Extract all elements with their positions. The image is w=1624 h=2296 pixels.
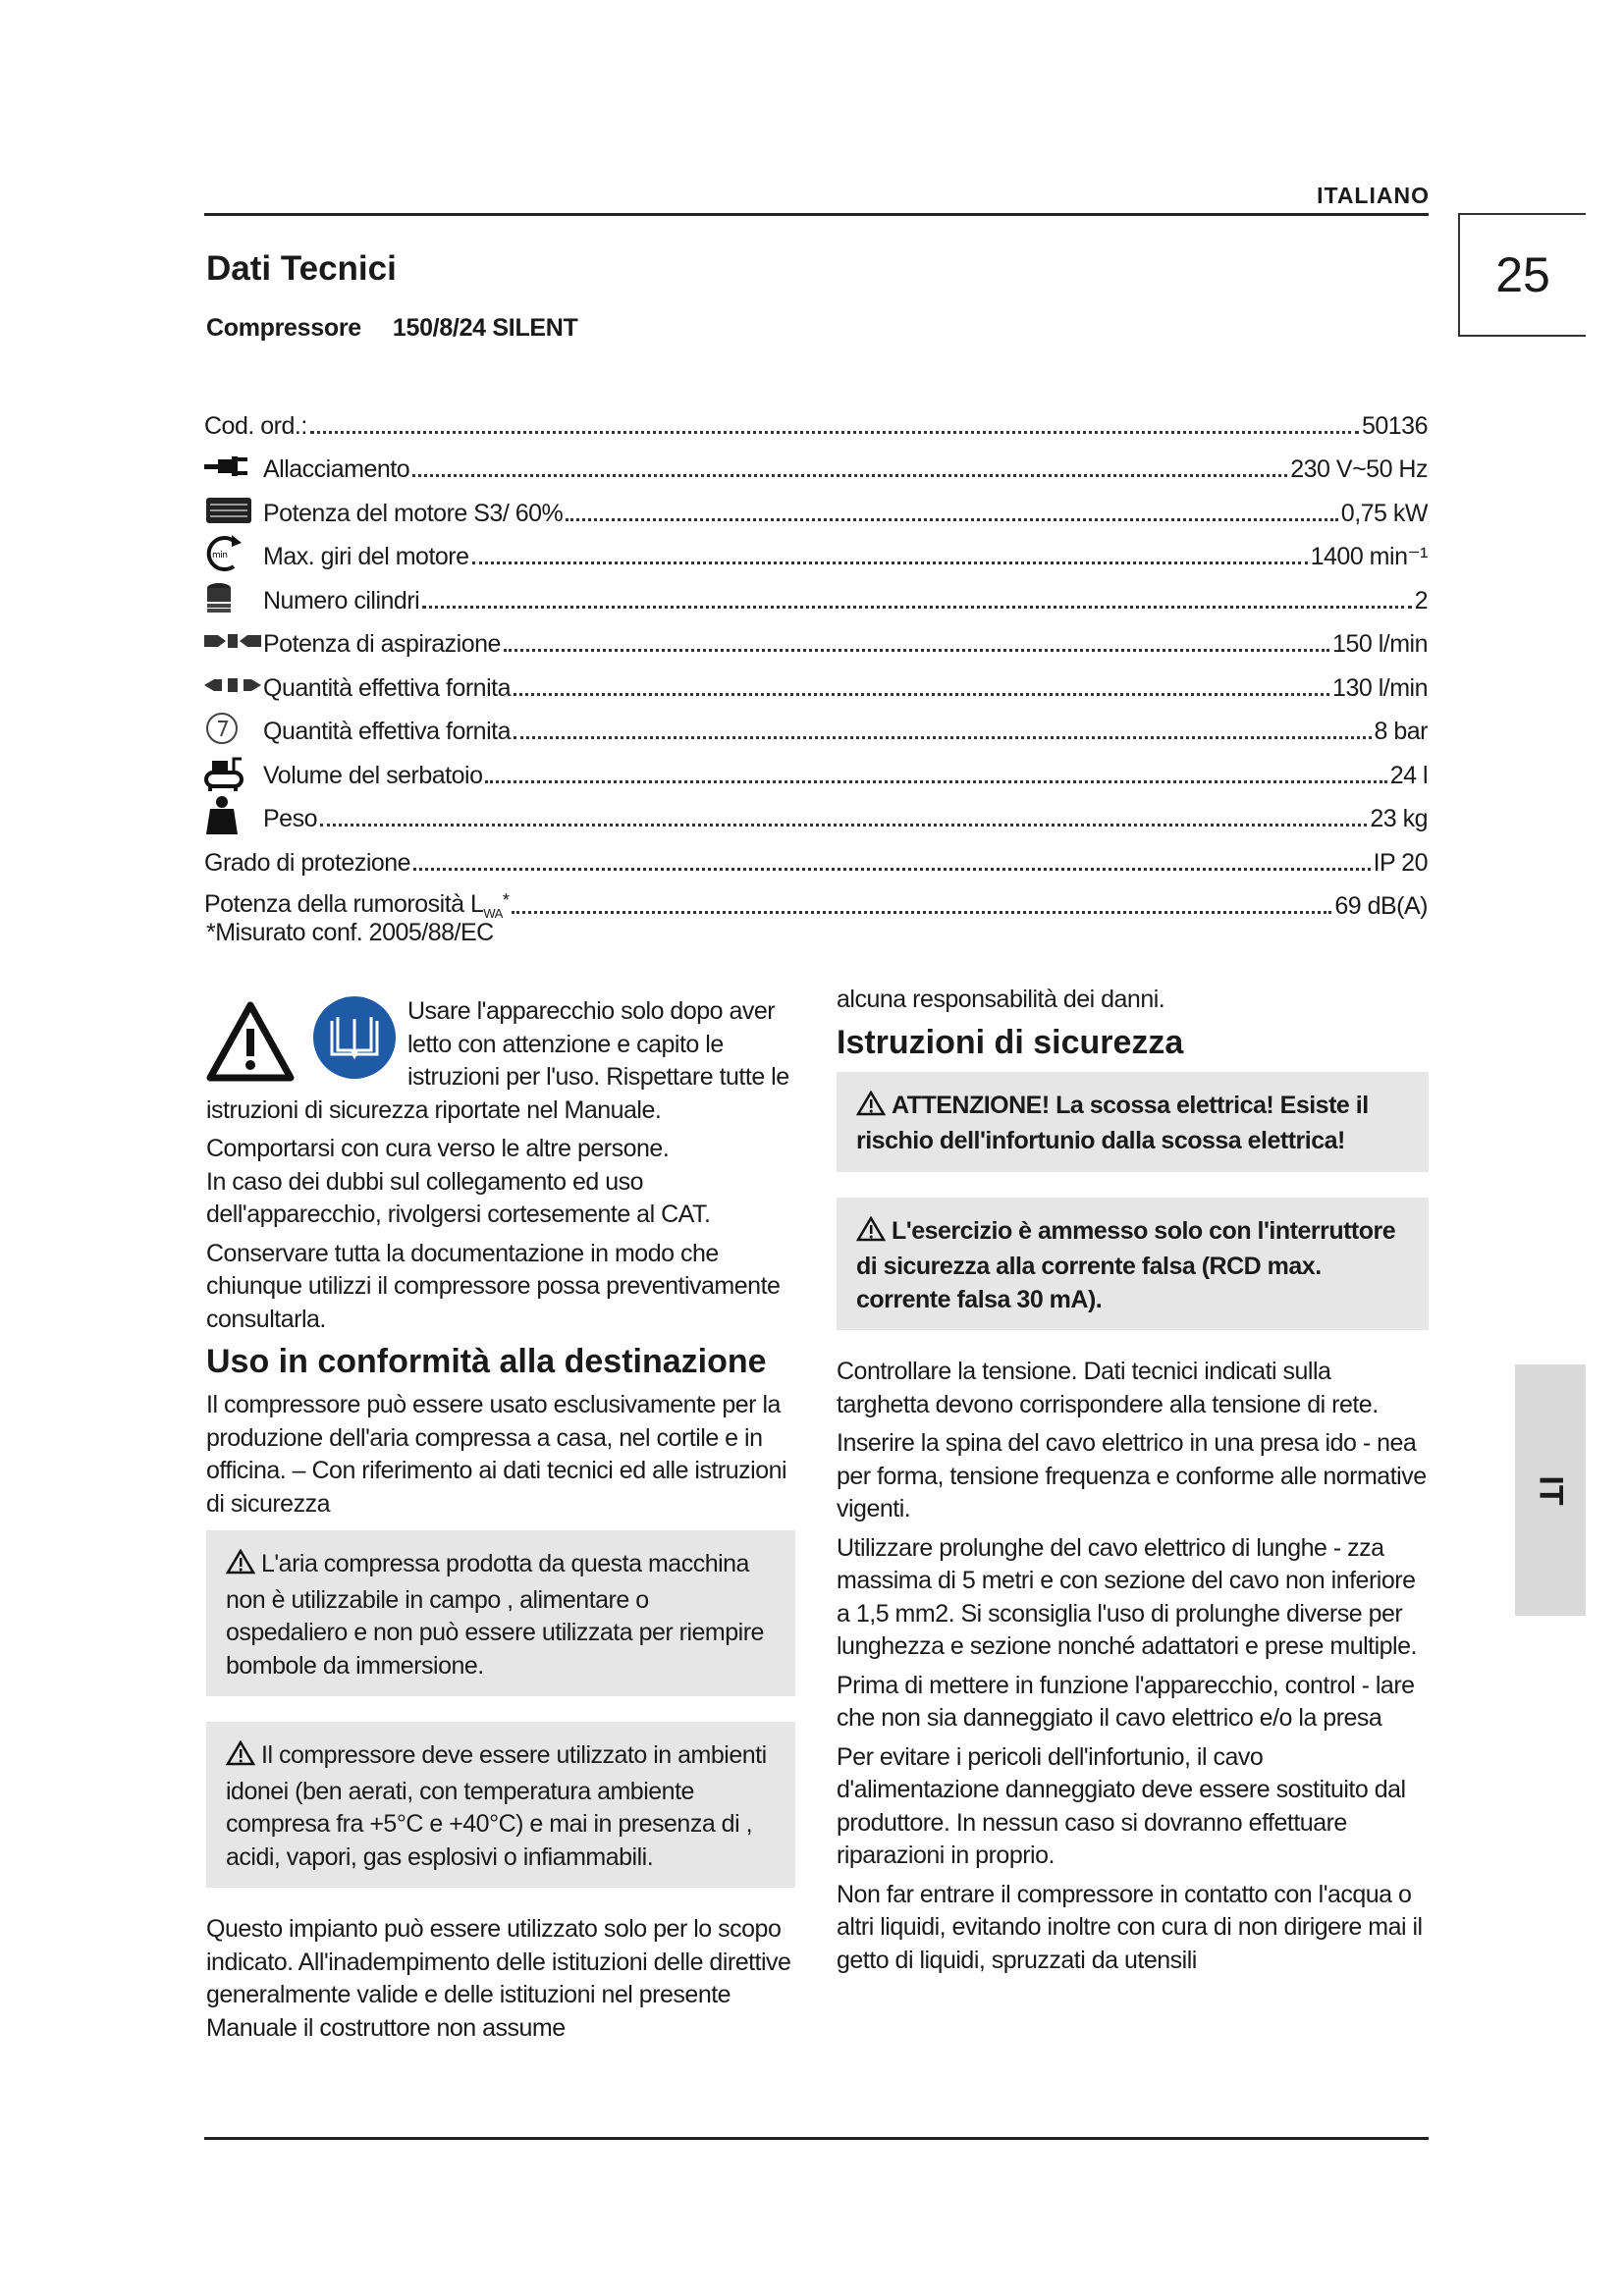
spec-table: [204, 397, 1428, 921]
warning-box-electric-shock: [837, 1072, 1429, 1172]
warning-icon: [856, 1091, 886, 1126]
leader-dots: [566, 518, 1338, 521]
leader-dots: [320, 824, 1367, 827]
spec-value: 0,75 kW: [1340, 499, 1428, 527]
spec-label: Cod. ord.:: [204, 411, 307, 440]
footnote: *Misurato conf. 2005/88/EC: [206, 919, 494, 946]
warning-box-rcd: [837, 1198, 1429, 1331]
leader-dots: [514, 736, 1372, 739]
spec-row: [204, 659, 1428, 703]
page-title: Dati Tecnici: [206, 249, 397, 288]
warning-box-environment: [206, 1722, 795, 1888]
spec-value: 2: [1414, 586, 1428, 614]
warning-icon: [206, 999, 295, 1082]
spec-value: 230 V~50 Hz: [1290, 455, 1428, 483]
voltage-text: Controllare la tensione. Dati tecnici indicati sulla targhetta devono corrispondere alla tensione di rete.: [837, 1358, 1379, 1418]
leader-dots: [310, 431, 1359, 434]
intro-text: Usare l'apparecchio solo dopo aver letto con attenzione e capito le istruzioni per l'uso. Rispettare tutte le istruzioni di sicurezza riportate nel Manuale.: [206, 997, 789, 1124]
spec-label: Quantità effettiva fornita: [263, 673, 511, 702]
subtitle-label: Compressore: [206, 314, 361, 342]
spec-value: IP 20: [1373, 848, 1428, 877]
spec-row: [204, 397, 1428, 441]
damaged-cable-text: Per evitare i pericoli dell'infortunio, il cavo d'alimentazione danneggiato deve essere sostituito dal produttore. In nessun caso si dovranno effettuare riparazioni in proprio.: [837, 1742, 1406, 1869]
model-name: 150/8/24 SILENT: [392, 314, 578, 342]
spec-row: [204, 790, 1428, 834]
spec-label: Max. giri del motore: [263, 543, 469, 570]
keep-docs-text: Conservare tutta la documentazione in modo che chiunque utilizzi il compressore possa preventivamente consultarla.: [206, 1239, 781, 1333]
warning-text: L'esercizio è ammesso solo con l'interruttore di sicurezza alla corrente falsa (RCD max. corrente falsa 30 mA).: [856, 1216, 1396, 1313]
plug-icon: [204, 449, 263, 484]
read-manual-icon: [312, 995, 397, 1080]
left-column: [206, 995, 795, 2051]
spec-value: 150 l/min: [1332, 630, 1428, 658]
liquids-text: Non far entrare il compressore in contatto con l'acqua o altri liquidi, evitando inoltre con cura di non dirigere mai il getto di liquidi, spruzzati da utensili: [837, 1880, 1423, 1974]
spec-label: Volume del serbatoio: [263, 761, 483, 789]
liability-continued: alcuna responsabilità dei danni.: [837, 986, 1165, 1013]
intake-icon: [204, 623, 263, 659]
spec-label: Peso: [263, 805, 317, 832]
weight-icon: [204, 798, 263, 833]
spec-value: 24 l: [1389, 761, 1428, 789]
spec-value: 69 dB(A): [1334, 892, 1428, 920]
spec-label: Quantità effettiva fornita: [263, 718, 511, 745]
spec-row: [204, 571, 1428, 615]
spec-row: [204, 484, 1428, 528]
cylinder-icon: [204, 580, 263, 615]
spec-label: Allacciamento: [263, 455, 410, 483]
page-number: 25: [1458, 213, 1586, 337]
spec-label: Potenza del motore S3/ 60%: [263, 499, 564, 527]
spec-row: [204, 703, 1428, 747]
section-heading-safety: Istruzioni di sicurezza: [837, 1023, 1184, 1061]
spec-value: 23 kg: [1370, 805, 1428, 832]
leader-dots: [472, 561, 1308, 564]
top-rule: [204, 213, 1429, 216]
output-icon: [204, 667, 263, 703]
language-side-tab: [1515, 1364, 1586, 1616]
warning-text: ATTENZIONE! La scossa elettrica! Esiste il rischio dell'infortunio dalla scossa elettrica!: [856, 1091, 1369, 1154]
section-heading-intended-use: Uso in conformità alla destinazione: [206, 1343, 767, 1380]
spec-row: [204, 528, 1428, 572]
tank-icon: [204, 755, 263, 790]
spec-row: [204, 441, 1428, 485]
doubts-text: In caso dei dubbi sul collegamento ed uso dell'apparecchio, rivolgersi cortesemente al CAT.: [206, 1167, 711, 1228]
liability-text: Questo impianto può essere utilizzato solo per lo scopo indicato. All'inadempimento delle istituzioni delle direttive generalmente valide e delle istituzioni nel presente Manuale il costruttore non assume: [206, 1915, 791, 2042]
rpm-icon: [204, 536, 263, 571]
plug-text: Inserire la spina del cavo elettrico in una presa ido - nea per forma, tensione frequenza e conforme alle normative vigenti.: [837, 1429, 1427, 1522]
spec-label: Numero cilindri: [263, 586, 420, 614]
spec-value: 8 bar: [1374, 718, 1428, 745]
intended-use-text: Il compressore può essere usato esclusivamente per la produzione dell'aria compressa a casa, nel cortile e in officina. – Con riferimento ai dati tecnici ed alle istruzioni di sicurezza: [206, 1391, 787, 1518]
leader-dots: [412, 474, 1287, 477]
warning-icon: [226, 1549, 255, 1584]
spec-row: [204, 615, 1428, 660]
spec-row: [204, 878, 1428, 922]
pressure-gauge-icon: [204, 711, 263, 746]
leader-dots: [504, 649, 1329, 652]
intro-icons: [206, 995, 407, 1094]
care-text: Comportarsi con cura verso le altre persone.: [206, 1135, 670, 1162]
right-column: [837, 984, 1429, 1983]
language-label: ITALIANO: [1317, 183, 1430, 208]
leader-dots: [514, 693, 1329, 696]
side-tab-label: IT: [1532, 1474, 1570, 1506]
warning-icon: [856, 1216, 886, 1252]
extension-text: Utilizzare prolunghe del cavo elettrico di lunghe - zza massima di 5 metri e con sezione del cavo non inferiore a 1,5 mm2. Si sconsiglia l'uso di prolunghe diverse per lunghezza e sezione nonché adattatori e prese multiple.: [837, 1533, 1417, 1660]
spec-value: 1400 min⁻¹: [1310, 543, 1428, 570]
warning-text: L'aria compressa prodotta da questa macchina non è utilizzabile in campo , alimentare o ospedaliero e non può essere utilizzata per riempire bombole da immersione.: [226, 1550, 764, 1680]
svg-text:min: min: [212, 551, 228, 561]
leader-dots: [485, 780, 1386, 783]
spec-label: Potenza della rumorosità $L_{WA}^*$: [204, 890, 510, 921]
spec-label: Grado di protezione: [204, 848, 411, 877]
spec-row: [204, 746, 1428, 790]
warning-icon: [226, 1740, 255, 1776]
warning-box-air-use: [206, 1530, 795, 1696]
check-cable-text: Prima di mettere in funzione l'apparecchio, control - lare che non sia danneggiato il cavo elettrico e/o la presa: [837, 1671, 1415, 1732]
spec-value: 130 l/min: [1332, 673, 1428, 702]
spec-row: [204, 833, 1428, 878]
warning-text: Il compressore deve essere utilizzato in ambienti idonei (ben aerati, con temperatura ambiente compresa fra +5°C e +40°C) e mai in presenza di , acidi, vapori, gas esplosivi o infiammabili.: [226, 1741, 767, 1871]
leader-dots: [422, 606, 1411, 609]
leader-dots: [512, 911, 1331, 914]
bottom-rule: [204, 2137, 1429, 2140]
spec-value: 50136: [1361, 411, 1428, 440]
motor-icon: [204, 493, 263, 528]
leader-dots: [413, 868, 1370, 871]
spec-label: Potenza di aspirazione: [263, 630, 501, 658]
product-subtitle: [206, 314, 578, 343]
